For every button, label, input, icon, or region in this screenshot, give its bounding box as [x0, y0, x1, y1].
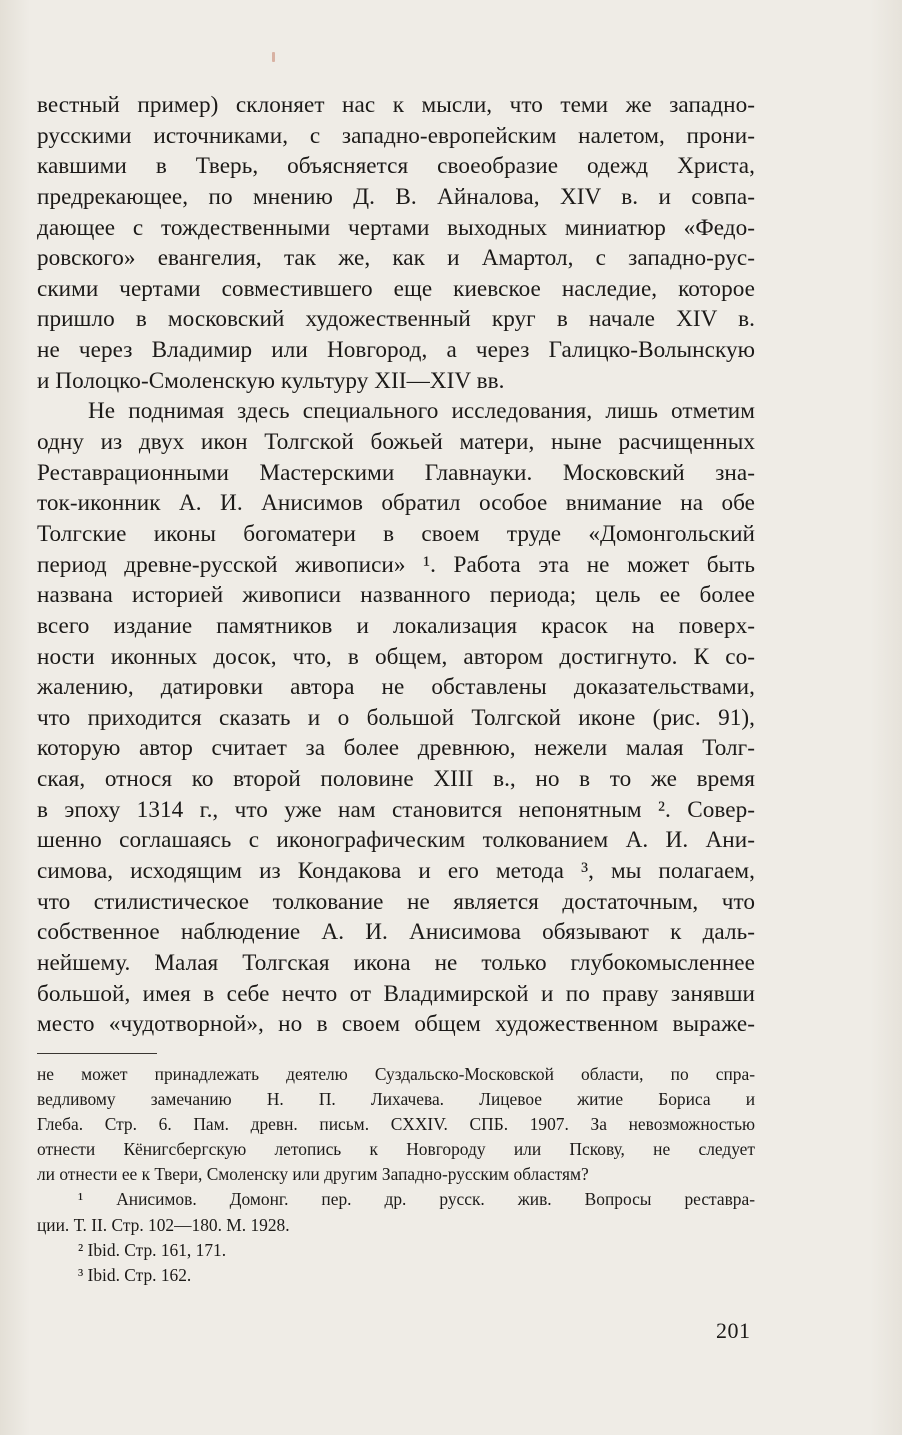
text-line: в эпоху 1314 г., что уже нам становится непонятным ². Совер-: [37, 796, 755, 823]
main-text-block: [37, 90, 755, 1040]
text-line: период древне-русской живописи» ¹. Работа эта не может быть: [37, 551, 755, 578]
text-line: ровского» евангелия, так же, как и Амартол, с западно-рус-: [37, 245, 755, 272]
footnote-line: не может принадлежать деятелю Суздальско-Московской области, по спра-: [37, 1064, 755, 1084]
ink-mark: [272, 52, 275, 62]
footnote-line: отнести Кёнигсбергскую летопись к Новгороду или Пскову, не следует: [37, 1139, 755, 1160]
text-line: Не поднимая здесь специального исследования, лишь отметим: [88, 398, 755, 425]
text-line: собственное наблюдение А. И. Анисимова обязывают к даль-: [37, 919, 755, 946]
footnote-line: Глеба. Стр. 6. Пам. древн. письм. CXXIV. СПБ. 1907. За невозможностью: [37, 1114, 755, 1135]
text-line: вестный пример) склоняет нас к мысли, что теми же западно-: [37, 92, 755, 118]
text-line: не через Владимир или Новгород, а через Галицко-Волынскую: [37, 337, 755, 364]
page-number: 201: [716, 1318, 751, 1343]
text-line: названа историей живописи названного периода; цель ее более: [37, 582, 755, 609]
text-line: ская, относя ко второй половине XIII в., но в то же время: [37, 766, 755, 793]
text-line: всего издание памятников и локализация красок на поверх-: [37, 612, 755, 639]
footnote-separator: [37, 1053, 157, 1054]
text-line: пришло в московский художественный круг в начале XIV в.: [37, 306, 755, 333]
text-line: ности иконных досок, что, в общем, автором достигнуто. К со-: [37, 643, 755, 670]
footnote-line: ¹ Анисимов. Домонг. пер. др. русск. жив. Вопросы реставра-: [78, 1189, 755, 1210]
text-line: место «чудотворной», но в своем общем художественном выраже-: [37, 1011, 755, 1038]
text-line: русскими источниками, с западно-европейским налетом, прони-: [37, 122, 755, 149]
footnote-line: ² Ibid. Стр. 161, 171.: [78, 1239, 227, 1260]
text-line: что приходится сказать и о большой Толгской иконе (рис. 91),: [37, 704, 755, 731]
text-line: большой, имея в себе нечто от Владимирской и по праву занявши: [37, 980, 755, 1007]
footnote-line: ли отнести ее к Твери, Смоленску или другим Западно-русским областям?: [37, 1164, 589, 1185]
text-line: которую автор считает за более древнюю, нежели малая Толг-: [37, 735, 755, 762]
footnote-line: ведливому замечанию Н. П. Лихачева. Лицевое житие Бориса и: [37, 1089, 755, 1110]
text-line: нейшему. Малая Толгская икона не только глубокомысленнее: [37, 949, 755, 976]
text-line: шенно соглашаясь с иконографическим толкованием А. И. Ани-: [37, 827, 755, 854]
text-line: что стилистическое толкование не является достаточным, что: [37, 888, 755, 915]
text-line: скими чертами совместившего еще киевское наследие, которое: [37, 275, 755, 302]
text-line: ток-иконник А. И. Анисимов обратил особое внимание на обе: [37, 490, 755, 517]
footnotes-block: [37, 1062, 755, 1288]
text-line: Реставрационными Мастерскими Главнауки. Московский зна-: [37, 459, 755, 486]
footnote-line: ции. Т. II. Стр. 102—180. М. 1928.: [37, 1214, 290, 1235]
text-line: предрекающее, по мнению Д. В. Айналова, XIV в. и совпа-: [37, 183, 755, 210]
footnote-line: ³ Ibid. Стр. 162.: [78, 1264, 192, 1285]
text-line: кавшими в Тверь, объясняется своеобразие одежд Христа,: [37, 153, 755, 180]
text-line: и Полоцко-Смоленскую культуру XII—XIV вв.: [37, 367, 505, 394]
text-line: жалению, датировки автора не обставлены доказательствами,: [37, 674, 755, 701]
text-line: одну из двух икон Толгской божьей матери, ныне расчищенных: [37, 429, 755, 456]
text-line: Толгские иконы богоматери в своем труде «Домонгольский: [37, 520, 755, 547]
text-line: симова, исходящим из Кондакова и его метода ³, мы полагаем,: [37, 858, 755, 885]
text-line: дающее с тождественными чертами выходных миниатюр «Федо-: [37, 214, 755, 241]
